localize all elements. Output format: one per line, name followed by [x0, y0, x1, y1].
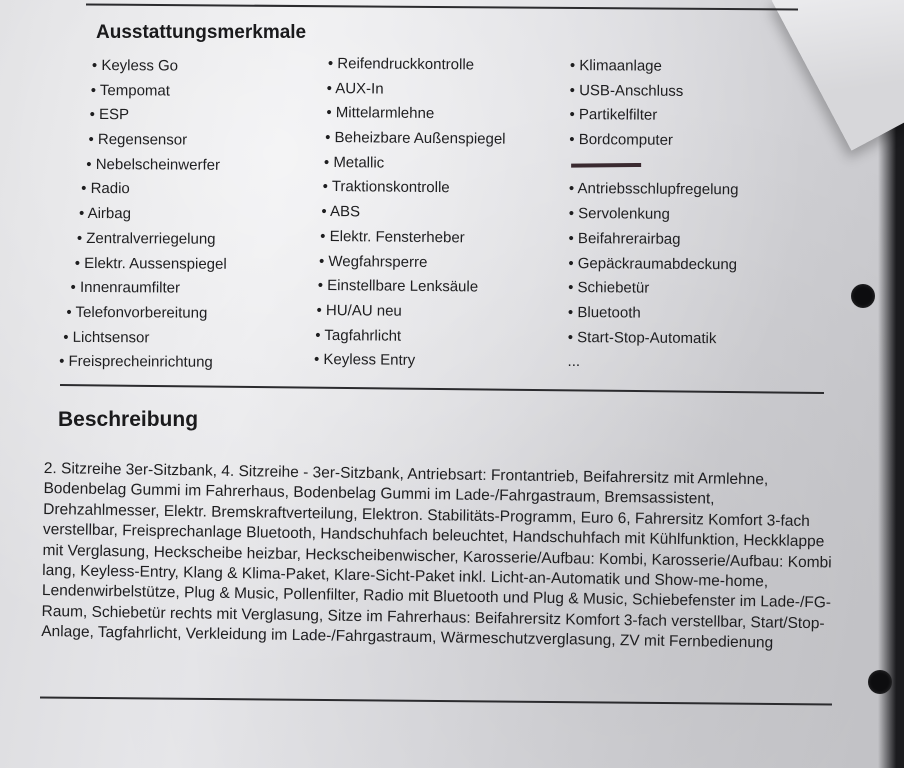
folded-corner	[772, 0, 904, 151]
feature-item: • Innenraumfilter	[70, 276, 224, 302]
feature-item: • Beifahrerairbag	[568, 227, 738, 253]
top-divider	[86, 4, 798, 11]
feature-item: • Elektr. Fensterheber	[320, 225, 501, 251]
feature-item: • Einstellbare Lenksäule	[318, 274, 499, 300]
feature-item: • AUX-In	[327, 77, 508, 103]
features-column-1	[68, 54, 246, 376]
feature-item: • Tagfahrlicht	[315, 323, 496, 349]
feature-item: • Mittelarmlehne	[326, 101, 507, 127]
feature-item: • Beheizbare Außenspiegel	[325, 126, 506, 152]
feature-item: • Lichtsensor	[63, 325, 217, 351]
feature-item: • Gepäckraumabdeckung	[568, 251, 738, 277]
feature-item: • Regensensor	[88, 128, 242, 154]
feature-item: • Elektr. Aussenspiegel	[75, 251, 229, 277]
feature-item: • Keyless Go	[92, 54, 246, 80]
description-heading: Beschreibung	[58, 408, 199, 431]
feature-item: • ABS	[321, 200, 502, 226]
feature-item: • Servolenkung	[569, 202, 739, 228]
feature-item: • Radio	[81, 177, 235, 203]
punch-hole	[868, 670, 892, 694]
feature-item: • HU/AU neu	[316, 299, 497, 325]
bottom-divider	[40, 697, 832, 706]
feature-item: • Bordcomputer	[569, 128, 739, 154]
feature-item: • Airbag	[79, 202, 233, 228]
feature-item: • ESP	[90, 103, 244, 129]
feature-item: • Start-Stop-Automatik	[568, 326, 738, 352]
feature-item: • Antriebsschlupfregelung	[569, 177, 739, 203]
feature-item: • Freisprecheinrichtung	[59, 350, 213, 376]
middle-divider	[60, 384, 824, 394]
feature-item: • Klimaanlage	[570, 54, 740, 80]
feature-item: • Telefonvorbereitung	[66, 301, 220, 327]
background-edge	[878, 100, 904, 768]
feature-item-ellipsis: ...	[567, 353, 581, 371]
feature-item: • Nebelscheinwerfer	[86, 153, 240, 179]
feature-item: • USB-Anschluss	[570, 79, 740, 105]
feature-item: • Traktionskontrolle	[323, 175, 504, 201]
feature-item: • Tempomat	[91, 79, 245, 105]
feature-item: • Metallic	[324, 151, 505, 177]
description-text: 2. Sitzreihe 3er-Sitzbank, 4. Sitzreihe - 3er-Sitzbank, Antriebsart: Frontantrieb, Beifahrersitz mit Armlehne, Bodenbelag Gummi im Fahrerhaus, Bodenbelag Gummi im Lade-/Fahrgastraum, Bremsassistent, Drehzahlmesser, Elektr. Bremskraftverteilung, Elektron. Stabilitäts-Programm, Euro 6, Fahrersitz Komfort 3-fach verstellbar, Freisprechanlage Bluetooth, Handschuhfach beleuchtet, Handschuhfach mit Kühlfunktion, Heckklappe mit Verglasung, Heckscheibe heizbar, Heckscheibenwischer, Karosserie/Aufbau: Kombi, Karosserie/Aufbau: Kombi lang, Keyless-Entry, Klang & Klima-Paket, Klare-Sicht-Paket inkl. Licht-an-Automatik und Show-me-home, Lendenwirbelstütze, Plug & Music, Pollenfilter, Radio mit Bluetooth und Plug & Music, Schiebefenster im Lade-/FG-Raum, Schiebetür rechts mit Verglasung, Sitze im Fahrerhaus: Beifahrersitz Komfort 3-fach verstellbar, Start/Stop-Anlage, Tagfahrlicht, Verkleidung im Lade-/Fahrgastraum, Wärmeschutzverglasung, ZV mit Fernbedienung	[41, 459, 832, 652]
feature-item: • Keyless Entry	[314, 348, 495, 374]
feature-item: • Partikelfilter	[569, 103, 739, 129]
features-column-3	[567, 54, 739, 376]
feature-item-crossed-out	[569, 153, 739, 179]
features-heading: Ausstattungsmerkmale	[96, 22, 307, 43]
feature-item: • Wegfahrsperre	[319, 249, 500, 275]
feature-item: • Bluetooth	[568, 301, 738, 327]
strikethrough-mark	[571, 163, 641, 168]
feature-item: • Schiebetür	[568, 276, 738, 302]
punch-hole	[851, 284, 875, 308]
features-column-2	[325, 52, 508, 375]
feature-item: • Reifendruckkontrolle	[328, 52, 509, 78]
feature-item: • Zentralverriegelung	[77, 227, 231, 253]
